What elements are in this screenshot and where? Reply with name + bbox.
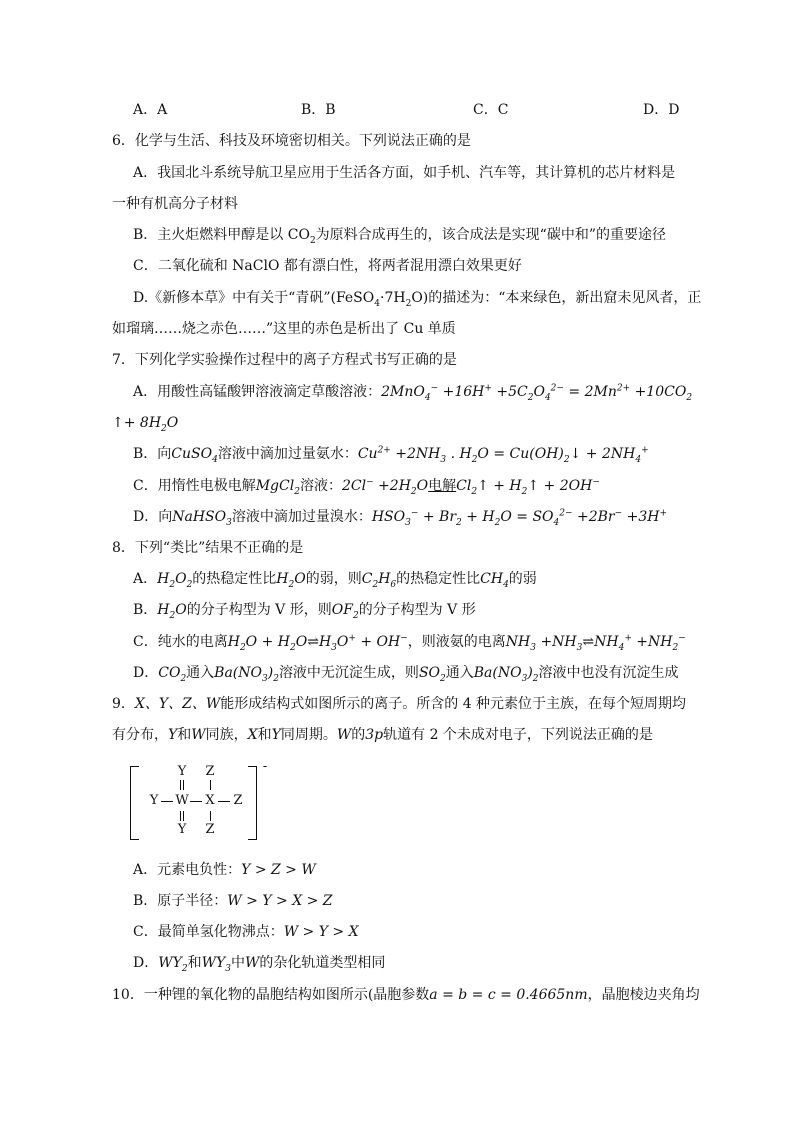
double-bond-bottom-a [180,811,181,821]
q7-stem: 7．下列化学实验操作过程中的离子方程式书写正确的是 [112,352,457,368]
q5-option-a: A．A [133,102,168,118]
atom-w: W [175,793,189,808]
single-bond-top [210,780,211,790]
q6-option-a-line2: 一种有机高分子材料 [112,196,238,212]
q5-option-c: C．C [473,102,509,118]
bond-w-x [190,801,202,802]
q8-option-b: B．$H_2O$的分子构型为 V 形，则$OF_2$的分子构型为 V 形 [133,602,476,621]
atom-z-top: Z [205,764,215,779]
single-bond-bottom [210,811,211,821]
q9-stem-line2: 有分布，Y和W同族，X和Y同周期。W的3p轨道有 2 个未成对电子，下列说法正确的是 [112,727,653,743]
q7-option-b: B．向CuSO$_4$溶液中滴加过量氨水：$Cu^{2+} +2NH_3$ . $H_2O$ = $Cu(OH)_2↓ + 2NH_4^+$ [133,445,649,465]
atom-y-left: Y [149,793,159,808]
left-bracket [130,766,139,840]
q6-option-c: C．二氧化硫和 NaClO 都有漂白性，将两者混用漂白效果更好 [133,258,522,274]
q7-option-a-line1: A．用酸性高锰酸钾溶液滴定草酸溶液：$2MnO_4^- +16H^+ +5C_2O_4^{2-} = 2Mn^{2+} +10CO_2$ [133,383,693,403]
q9-option-a: A．元素电负性：Y > Z > W [133,862,316,878]
q6-option-b: B．主火炬燃料甲醇是以 $CO_2$为原料合成再生的，该合成法是实现“碳中和”的重要途径 [133,227,666,246]
right-bracket [248,766,257,840]
atom-y-top: Y [177,764,187,779]
atom-z-right: Z [233,793,243,808]
q8-option-c: C．纯水的电离$H_2O$ + $H_2O\rightleftharpoons H_3O^+ + OH^-$，则液氨的电离$NH_3$ $+NH_3\rightleftharpoons NH_4^+ +NH_2^-$ [133,633,686,653]
q7-option-d: D．向NaHSO$_3$溶液中滴加过量溴水：$HSO_3^- + Br_2 + H_2O = SO_4^{2-} +2Br^- +3H^+$ [133,508,668,528]
q7-option-c: C．用惰性电极电解MgCl$_2$溶液：$2Cl^- +2H_2O$电解$Cl_2↑$ + $H_2↑ + 2OH^-$ [133,477,600,497]
ion-charge: - [262,759,268,774]
q8-stem: 8．下列“类比”结果不正确的是 [112,540,304,556]
q7-option-a-line2: ↑+ $8H_2O$ [112,415,179,434]
q6-stem: 6．化学与生活、科技及环境密切相关。下列说法正确的是 [112,133,471,149]
q5-option-d: D．D [643,102,680,118]
ion-structure-diagram [130,760,270,842]
q9-option-c: C．最简单氢化物沸点：W > Y > X [133,924,359,940]
double-bond-top-b [183,780,184,790]
q9-option-b: B．原子半径：W > Y > X > Z [133,893,333,909]
q8-option-d: D．$CO_2$通入$Ba(NO_3)_2$溶液中无沉淀生成，则$SO_2$通入$Ba(NO_3)_2$溶液中也没有沉淀生成 [133,665,679,684]
double-bond-top-a [180,780,181,790]
q6-option-a-line1: A．我国北斗系统导航卫星应用于生活各方面，如手机、汽车等，其计算机的芯片材料是 [133,165,676,181]
bond-x-z [218,801,230,802]
bond-y-w [161,801,173,802]
q6-option-d-line2: 如瑠璃……烧之赤色……”这里的赤色是析出了 Cu 单质 [112,321,456,337]
q10-stem: 10．一种锂的氧化物的晶胞结构如图所示(晶胞参数a = b = c = 0.4665nm，晶胞棱边夹角均 [112,987,700,1003]
q6-option-d-line1: D.《新修本草》中有关于“青矾$”(FeSO_4\cdot 7H_2O)$的描述为：“本来绿色，新出窟未见风者，正 [133,290,702,309]
q5-option-b: B．B [301,102,336,118]
q9-stem-line1: 9．X、Y、Z、W能形成结构式如图所示的离子。所含的 4 种元素位于主族，在每个短周期均 [112,696,687,712]
atom-z-bottom: Z [205,822,215,837]
atom-y-bottom: Y [177,822,187,837]
double-bond-bottom-b [183,811,184,821]
q8-option-a: A．$H_2O_2$的热稳定性比$H_2O$的弱，则$C_2H_6$的热稳定性比$CH_4$的弱 [133,571,537,590]
atom-x: X [205,793,215,808]
q9-option-d: D．$WY_2$和$WY_3$中W的杂化轨道类型相同 [133,955,386,974]
